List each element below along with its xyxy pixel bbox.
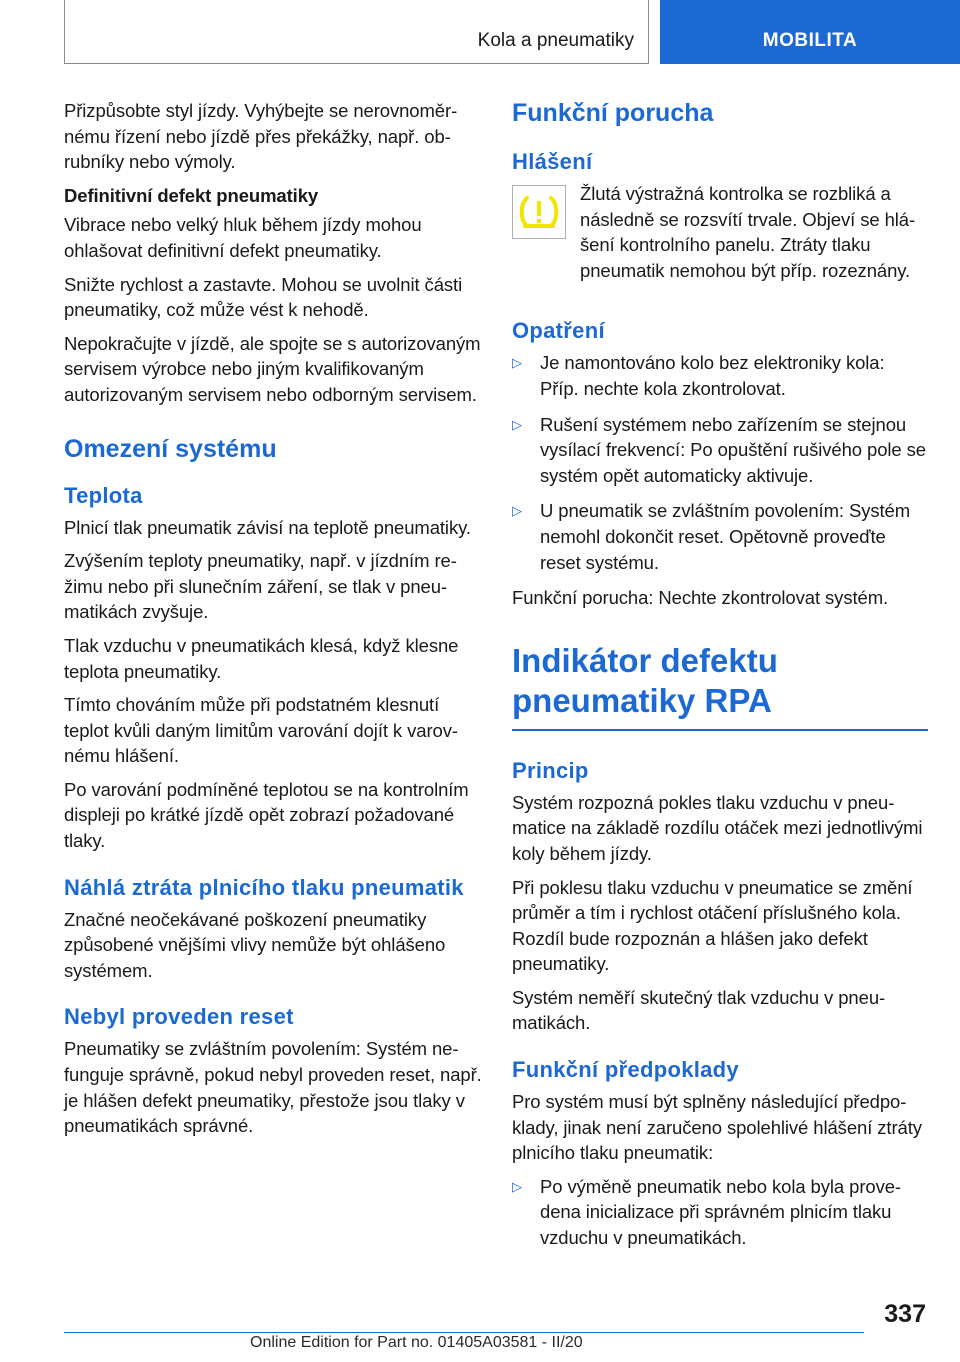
defect-subtitle: Definitivní defekt pneumatiky: [64, 184, 319, 206]
left-column: [64, 98, 482, 1147]
pressure-loss-heading: Náhlá ztráta plnicího tlaku pneumatik: [64, 874, 464, 900]
triangle-bullet-icon: ▷: [512, 503, 522, 519]
prerequisites-heading: Funkční předpoklady: [512, 1057, 739, 1083]
pressure-loss-paragraph: Značné neočekávané poškození pneumatiky způsobené vnějšími vlivy nemůže být ohlášeno systémem.: [64, 908, 446, 981]
list-item: [512, 412, 928, 489]
list-item-text: Po výměně pneumatik nebo kola byla provedena inicializace při správném plnicím tlaku vzduchu v pneumatikách.: [540, 1175, 902, 1249]
limits-heading: Omezení systému: [64, 434, 277, 463]
temperature-paragraph-1: Plnicí tlak pneumatik závisí na teplotě pneumatiky.: [64, 516, 471, 538]
principle-heading: Princip: [512, 757, 589, 783]
defect-paragraph-2: Snižte rychlost a zastavte. Mohou se uvolnit části pneumatiky, což může vést k nehodě.: [64, 273, 463, 321]
list-item: [512, 1174, 928, 1251]
triangle-bullet-icon: ▷: [512, 416, 522, 432]
warning-message-block: [512, 181, 928, 291]
principle-paragraph-3: Systém neměří skutečný tlak vzduchu v pneumatikách.: [512, 986, 886, 1034]
page-number: 337: [884, 1300, 926, 1328]
measures-list: [512, 350, 928, 575]
reset-paragraph: Pneumatiky se zvláštním povolením: Systém nefunguje správně, pokud nebyl proveden reset, např. je hlášen defekt pneumatiky, přestože jsou tlaky v pneumatikách správné.: [64, 1038, 482, 1137]
reset-heading: Nebyl proveden reset: [64, 1004, 294, 1030]
list-item: [512, 350, 928, 401]
right-column: [512, 98, 928, 1261]
triangle-bullet-icon: ▷: [512, 355, 522, 371]
list-item-text: Je namontováno kolo bez elektroniky kola: Příp. nechte kola zkontrolovat.: [540, 352, 885, 399]
malfunction-heading: Funkční porucha: [512, 99, 714, 127]
prerequisites-paragraph: Pro systém musí být splněny následující předpoklady, jinak není zaručeno spolehlivé hlášení ztráty plnicího tlaku pneumatik:: [512, 1091, 922, 1164]
message-heading: Hlášení: [512, 149, 593, 174]
temperature-paragraph-5: Po varování podmíněné teplotou se na kontrolním displeji po krátké jízdě opět zobrazí požadované tlaky.: [64, 778, 469, 852]
measures-heading: Opatření: [512, 318, 605, 344]
footer-divider: [64, 1332, 864, 1333]
temperature-paragraph-2: Zvýšením teploty pneumatiky, např. v jízdním režimu nebo při slunečním záření, se tlak v pneumatikách zvyšuje.: [64, 550, 457, 623]
header-chapter-label: MOBILITA: [762, 30, 858, 51]
temperature-paragraph-4: Tímto chováním může při podstatném klesnutí teplot kvůli daným limitům varování dojít k varovnému hlášení.: [64, 694, 459, 767]
triangle-bullet-icon: ▷: [512, 1178, 522, 1194]
principle-paragraph-1: Systém rozpozná pokles tlaku vzduchu v pneumatice na základě rozdílu otáček mezi jednotlivými koly během jízdy.: [512, 791, 923, 864]
rpa-title: Indikátor defektu pneumatiky RPA: [512, 641, 928, 731]
footer-edition: Online Edition for Part no. 01405A03581 - II/20: [250, 1334, 583, 1351]
header-section-title: Kola a pneumatiky: [477, 30, 634, 51]
list-item-text: Rušení systémem nebo zařízením se stejnou vysílací frekvencí: Po opuštění rušivého pole se systém opět automaticky aktivuje.: [540, 413, 926, 486]
defect-paragraph-1: Vibrace nebo velký hluk během jízdy mohou ohlašovat definitivní defekt pneumatiky.: [64, 214, 422, 261]
temperature-paragraph-3: Tlak vzduchu v pneumatikách klesá, když klesne teplota pneumatiky.: [64, 634, 459, 682]
tire-pressure-warning-icon: [512, 185, 566, 239]
defect-paragraph-3: Nepokračujte v jízdě, ale spojte se s autorizovaným servisem výrobce nebo jiným kvalifikovaným autorizovaným servisem nebo odborným servisem.: [64, 332, 481, 405]
intro-paragraph: Přizpůsobte styl jízdy. Vyhýbejte se nerovnoměrnému řízení nebo jízdě přes překážky, např. obrubníky nebo výmoly.: [64, 100, 458, 173]
warning-message-paragraph: Žlutá výstražná kontrolka se rozbliká a následně se rozsvítí trvale. Objeví se hlášení kontrolního panelu. Ztráty tlaku pneumatik nemohou být příp. rozeznány.: [580, 183, 916, 281]
temperature-heading: Teplota: [64, 482, 143, 508]
header-chapter-tab: [660, 0, 960, 64]
list-item: [512, 498, 928, 575]
list-item-text: U pneumatik se zvláštním povolením: Systém nemohl dokončit reset. Opětovně proveďte reset systému.: [540, 500, 911, 573]
principle-paragraph-2: Při poklesu tlaku vzduchu v pneumatice se změní průměr a tím i rychlost otáčení příslušného kola. Rozdíl bude rozpoznán a hlášen jako defekt pneumatiky.: [512, 876, 913, 975]
prerequisites-list: [512, 1174, 928, 1251]
malfunction-paragraph: Funkční porucha: Nechte zkontrolovat systém.: [512, 587, 889, 609]
